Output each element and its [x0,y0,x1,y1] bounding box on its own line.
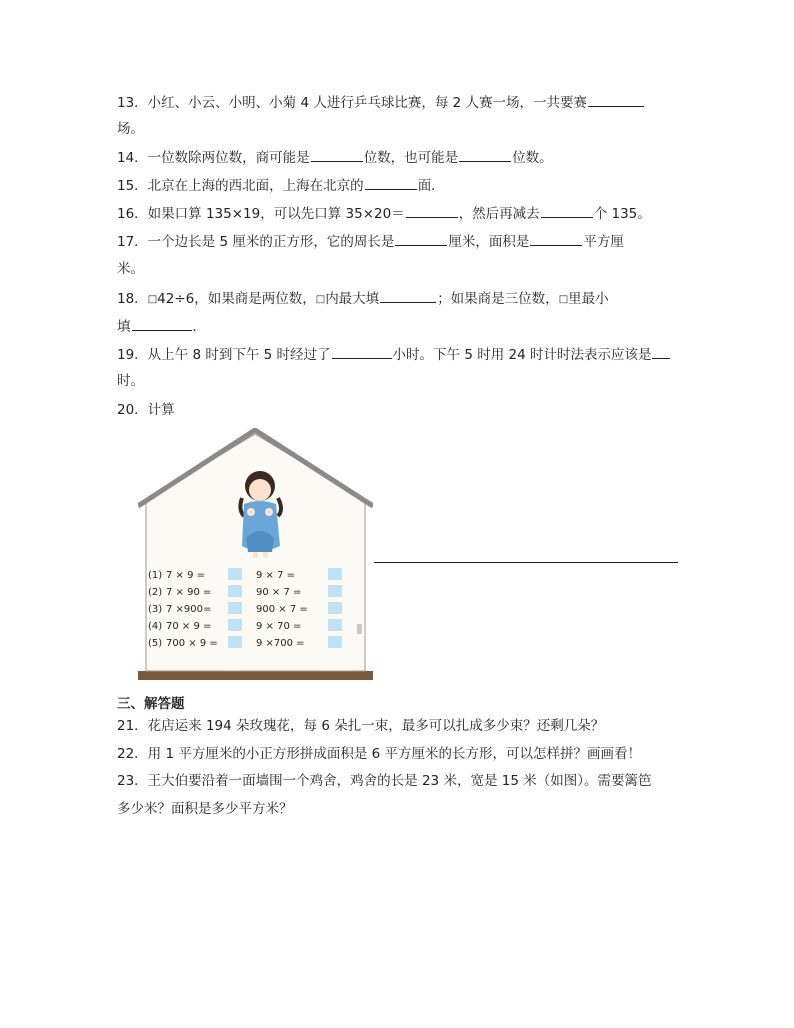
answer-box[interactable] [228,585,242,597]
question-14: 14．一位数除两位数，商可能是 位数，也可能是 位数。 [117,147,553,168]
answer-blank[interactable] [380,288,436,303]
calc-right-expression: 90 × 7 = [256,587,302,598]
question-23-line2: 多少米？面积是多少平方米？ [117,801,293,817]
question-23-line1: 23．王大伯要沿着一面墙围一个鸡舍，鸡舍的长是 23 米，宽是 15 米（如图）。需要篱笆 [117,773,652,789]
calc-left-expression: 700 × 9 = [166,638,218,649]
answer-blank[interactable] [459,147,511,162]
question-20: 20．计算 [117,402,175,418]
answer-box[interactable] [328,619,342,631]
question-13-line2: 场。 [117,121,144,137]
question-13-line1: 13．小红、小云、小明、小菊 4 人进行乒乓球比赛，每 2 人赛一场，一共要赛 [117,92,645,113]
question-18-line2: 填 ． [117,316,206,337]
question-18-line1: 18．□42÷6，如果商是两位数，□内最大填 ；如果商是三位数，□里最小 [117,288,609,310]
answer-blank[interactable] [530,231,582,246]
calc-left-expression: 7 × 9 = [166,570,206,581]
calc-right-expression: 900 × 7 = [256,604,308,615]
calc-right-expression: 9 × 7 = [256,570,296,581]
answer-box[interactable] [228,636,242,648]
calc-row-number: (1) [148,570,163,581]
answer-box[interactable] [328,568,342,580]
answer-box[interactable] [328,585,342,597]
answer-blank[interactable] [395,231,447,246]
calc-right-expression: 9 ×700 = [256,638,305,649]
answer-box[interactable] [328,636,342,648]
house-illustration [138,428,373,680]
wall-hinge [357,624,362,634]
calc-row-number: (2) [148,587,163,598]
answer-blank[interactable] [652,344,670,359]
answer-blank[interactable] [311,147,363,162]
answer-line[interactable] [374,562,678,563]
answer-box[interactable] [328,602,342,614]
question-22: 22．用 1 平方厘米的小正方形拼成面积是 6 平方厘米的长方形，可以怎样拼？画画看！ [117,746,642,762]
answer-blank[interactable] [406,203,458,218]
answer-blank[interactable] [588,92,644,107]
calc-left-expression: 70 × 9 = [166,621,212,632]
box-icon: □ [315,294,326,305]
answer-blank[interactable] [541,203,593,218]
calc-row-number: (3) [148,604,163,615]
question-21: 21．花店运来 194 朵玫瑰花，每 6 朵扎一束，最多可以扎成多少束？还剩几朵？ [117,718,605,734]
box-icon: □ [558,294,569,305]
question-19-line2: 时。 [117,373,144,389]
answer-blank[interactable] [332,344,392,359]
question-17-line2: 米。 [117,261,144,277]
calc-left-expression: 7 × 90 = [166,587,212,598]
calc-right-expression: 9 × 70 = [256,621,302,632]
question-17-line1: 17．一个边长是 5 厘米的正方形，它的周长是 厘米，面积是 平方厘 [117,231,624,252]
question-19-line1: 19．从上午 8 时到下午 5 时经过了 小时。下午 5 时用 24 时计时法表示应该是 [117,344,671,365]
answer-box[interactable] [228,619,242,631]
answer-box[interactable] [228,602,242,614]
ground [138,671,373,680]
question-16: 16．如果口算 135×19，可以先口算 35×20＝ ，然后再减去 个 135。 [117,203,651,224]
calc-left-expression: 7 ×900= [166,604,212,615]
calc-row-number: (5) [148,638,163,649]
calc-row-number: (4) [148,621,163,632]
answer-blank[interactable] [132,316,192,331]
section-title: 三、解答题 [117,696,185,712]
question-15: 15．北京在上海的西北面，上海在北京的 面． [117,175,445,196]
answer-blank[interactable] [365,175,417,190]
box-icon: □ [147,294,158,305]
answer-box[interactable] [228,568,242,580]
